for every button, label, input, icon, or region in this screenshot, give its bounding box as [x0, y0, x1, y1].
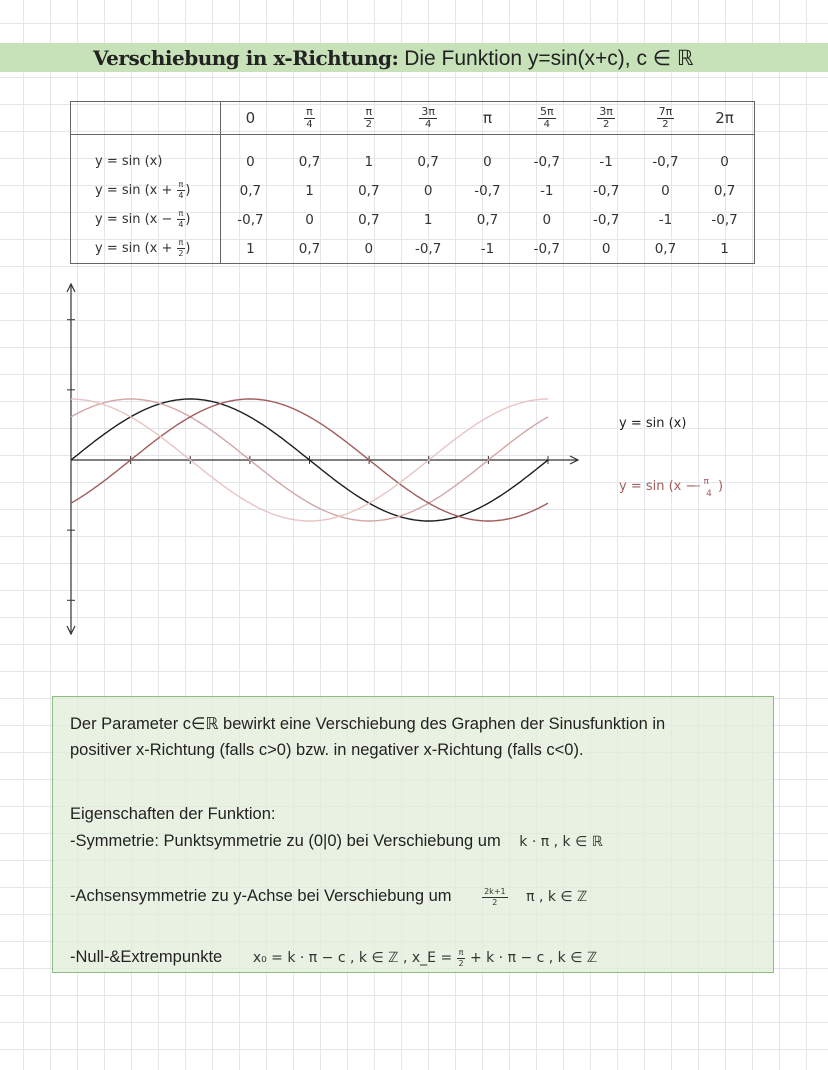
value-cell: 0 — [695, 135, 754, 177]
header-fraction: $\frac{3\pi}{4}$ — [421, 105, 435, 130]
header-fraction: $\frac{\pi}{4}$ — [306, 105, 313, 130]
axis-symmetry-post: π , k ∈ ℤ — [526, 889, 588, 905]
value-cell: 0 — [542, 211, 552, 228]
symmetry-formula: k · π , k ∈ ℝ — [519, 834, 603, 850]
value-cell: 1 — [221, 234, 280, 264]
null-frac-num: π — [458, 947, 464, 957]
value-cell: 0 — [246, 153, 255, 170]
table-row — [71, 205, 755, 234]
legend-sin-x-minus-pi4 — [619, 473, 723, 500]
value-cell: 0 — [423, 182, 433, 199]
info-box — [52, 696, 774, 973]
null-extrem-formula — [252, 947, 598, 968]
legend-red-post: ) — [717, 479, 724, 494]
value-cell: 0,7 — [298, 153, 321, 170]
legend-sin-x: y = sin (x) — [619, 416, 687, 431]
axis-frac-den: 2 — [492, 897, 498, 907]
info-paragraph-line-1: Der Parameter c∈ℝ bewirkt eine Verschiebung des Graphen der Sinusfunktion in — [70, 715, 666, 733]
table-corner-cell — [71, 102, 221, 135]
value-cell: 1 — [305, 182, 314, 199]
value-cell: -0,7 — [695, 205, 754, 234]
value-cell: -0,7 — [592, 182, 620, 199]
value-cell: 0,7 — [358, 182, 380, 199]
legend-red-den: 4 — [706, 489, 712, 499]
header-fraction: $\frac{7\pi}{2}$ — [658, 105, 673, 130]
table-header-cell — [280, 102, 339, 135]
value-cell: -1 — [658, 211, 673, 228]
plot-axes — [67, 284, 578, 634]
table-row — [71, 135, 755, 177]
value-cell: 0 — [576, 234, 635, 264]
value-cell: -0,7 — [652, 153, 679, 170]
null-formula-fraction — [457, 949, 466, 968]
legend-red-pre: y = sin (x − — [619, 479, 697, 494]
function-label: y = sin (x + $\frac{\pi}{4}$ ) — [71, 176, 221, 205]
null-extrem-text: -Null-&Extrempunkte — [70, 948, 223, 966]
table-header-cell — [636, 102, 695, 135]
axis-symmetry-line — [70, 887, 587, 907]
table-header-cell — [398, 102, 457, 135]
value-cell: -0,7 — [533, 153, 560, 170]
value-cell: -0,7 — [592, 211, 620, 228]
symmetry-text: -Symmetrie: Punktsymmetrie zu (0|0) bei Verschiebung um — [70, 832, 501, 850]
value-cell: -1 — [458, 234, 517, 264]
function-label: y = sin (x + $\frac{\pi}{2}$ ) — [71, 234, 221, 264]
sine-plot — [0, 270, 828, 650]
table-row — [71, 234, 755, 264]
value-cell: 0,7 — [239, 182, 262, 199]
title-bold: Verschiebung in x-Richtung: — [93, 46, 399, 70]
value-cell: 0,7 — [695, 176, 754, 205]
value-cell: -0,7 — [398, 234, 457, 264]
table-header-cell: 0 — [221, 102, 280, 135]
symmetry-line — [70, 832, 603, 851]
value-cell: 0 — [339, 234, 398, 264]
value-cell: 0,7 — [358, 211, 380, 228]
value-cell: -1 — [599, 153, 613, 170]
table-header-cell: 2π — [695, 102, 754, 135]
value-cell: 0 — [661, 182, 670, 199]
page-title — [93, 44, 694, 72]
value-cell: 1 — [695, 234, 754, 264]
value-cell: -0,7 — [237, 211, 264, 228]
function-label: y = sin (x − $\frac{\pi}{4}$ ) — [71, 205, 221, 234]
table-header-cell: π — [458, 102, 517, 135]
value-table — [70, 101, 755, 264]
value-cell: -0,7 — [517, 234, 576, 264]
table-body — [71, 135, 755, 264]
axis-symmetry-formula — [482, 886, 588, 907]
axis-symmetry-text: -Achsensymmetrie zu y-Achse bei Verschiebung um — [70, 887, 452, 905]
value-cell: -1 — [540, 182, 554, 199]
value-cell: 0 — [483, 153, 492, 170]
header-fraction: $\frac{3\pi}{2}$ — [599, 105, 613, 130]
value-cell: 1 — [364, 153, 374, 170]
null-frac-den: 2 — [458, 958, 464, 968]
value-cell: 0,7 — [636, 234, 695, 264]
properties-heading: Eigenschaften der Funktion: — [70, 805, 276, 823]
axis-symmetry-fraction — [482, 888, 508, 907]
value-cell: 0,7 — [280, 234, 339, 264]
header-fraction: $\frac{5\pi}{4}$ — [539, 105, 554, 130]
null-extrem-line — [70, 948, 597, 968]
value-cell: 0 — [305, 211, 314, 228]
table-header-cell — [576, 102, 635, 135]
table-header-cell — [339, 102, 398, 135]
value-cell: 0,7 — [476, 211, 499, 228]
value-cell: 1 — [423, 211, 433, 228]
axis-frac-num: 2k+1 — [484, 886, 506, 896]
header-fraction: $\frac{\pi}{2}$ — [365, 105, 373, 130]
table-header-cell — [517, 102, 576, 135]
table-header-row — [71, 102, 755, 135]
plot-legend — [619, 416, 723, 500]
info-paragraph-line-2: positiver x-Richtung (falls c>0) bzw. in negativer x-Richtung (falls c<0). — [70, 741, 584, 759]
value-cell: 0,7 — [417, 153, 439, 170]
table-row — [71, 176, 755, 205]
null-formula-post: + k · π − c , k ∈ ℤ — [469, 950, 598, 966]
function-label: y = sin (x) — [71, 135, 221, 177]
legend-red-num: π — [703, 477, 709, 487]
null-formula-pre: x₀ = k · π − c , k ∈ ℤ , x_E = — [252, 950, 453, 966]
title-rest: Die Funktion y=sin(x+c), c ∈ ℝ — [398, 47, 694, 70]
value-cell: -0,7 — [474, 182, 501, 199]
